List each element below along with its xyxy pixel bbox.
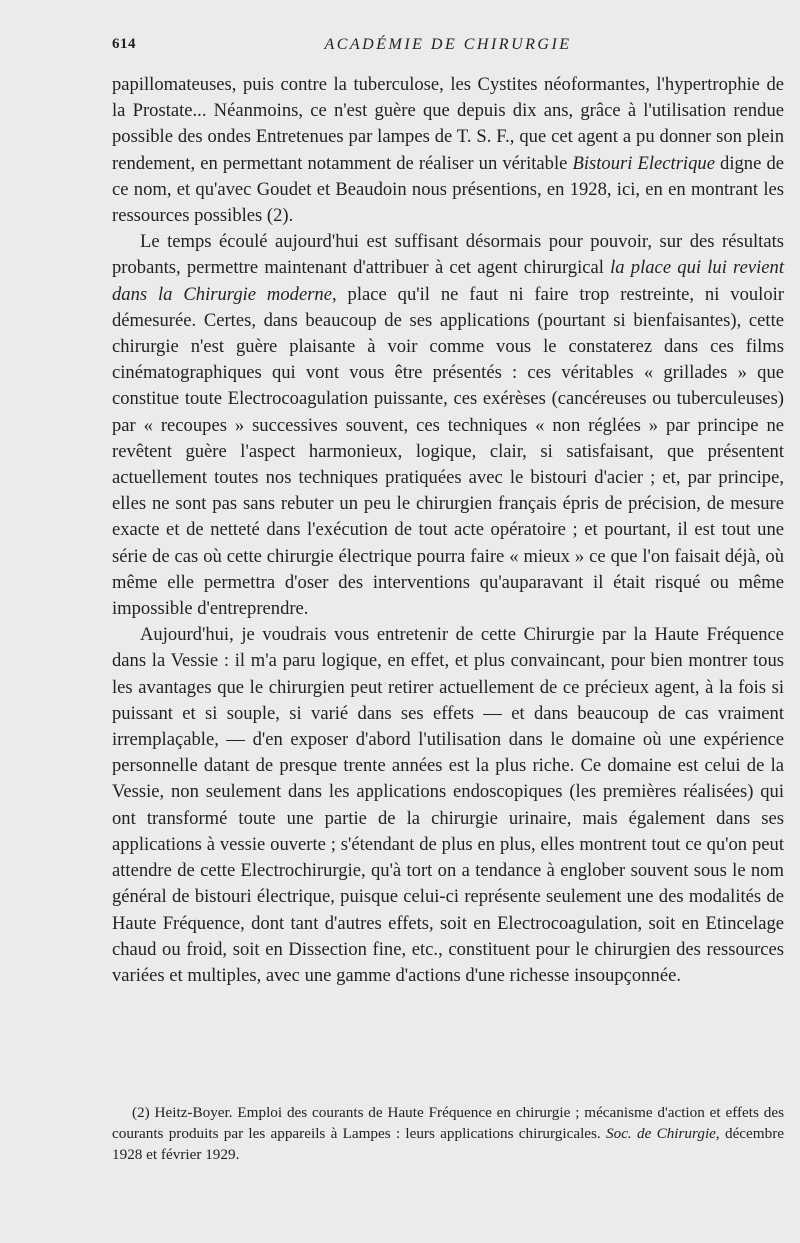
paragraph-1 bbox=[112, 72, 784, 229]
body-text bbox=[112, 72, 784, 989]
paragraph-2-text-a: Le temps écoulé aujourd'hui est suffisant désormais pour pouvoir, sur des résultats probants, permettre maintenant d'attribuer à cet agent chirurgical bbox=[112, 231, 784, 279]
footnote-italic: Soc. de Chirurgie bbox=[606, 1125, 716, 1142]
paragraph-2-text-b: , place qu'il ne faut ni faire trop restreinte, ni vouloir démesurée. Certes, dans beaucoup de ses applications (pourtant si bienfaisantes), cette chirurgie n'est guère plaisante à voir comme vous le constaterez dans ces films cinématographiques qui vont vous être présentés : ces véritables « grillades » que constitue toute Electrocoagulation puissante, ces exérèses (cancéreuses ou tuberculeuses) par « recoupes » successives souvent, ces techniques « non réglées » par principe ne revêtent guère l'aspect harmonieux, logique, clair, si satisfaisant, que présentent actuellement toutes nos techniques pratiquées avec le bistouri d'acier ; et, par principe, elles ne sont pas sans rebuter un peu le chirurgien français épris de précision, de mesure exacte et de netteté dans l'exécution de tout acte opératoire ; et pourtant, il est tout une série de cas où cette chirurgie électrique pourra faire « mieux » ce que l'on faisait déjà, où même elle permettra d'oser des interventions qu'auparavant il était risqué ou même impossible d'entreprendre. bbox=[112, 283, 784, 620]
page-number: 614 bbox=[112, 36, 136, 52]
footnote-text-b: , décembre 1928 et février 1929. bbox=[112, 1125, 784, 1163]
paragraph-3 bbox=[112, 622, 784, 989]
running-title: ACADÉMIE DE CHIRURGIE bbox=[324, 36, 572, 53]
page-header bbox=[112, 36, 784, 58]
paragraph-1-italic: Bistouri Electrique bbox=[572, 152, 715, 174]
paragraph-2 bbox=[112, 229, 784, 622]
paragraph-1-text-a: papillomateuses, puis contre la tuberculose, les Cystites néoformantes, l'hypertrophie de la Prostate... Néanmoins, ce n'est guère que depuis dix ans, grâce à l'utilisation rendue possible des ondes Entretenues par lampes de T. S. F., que cet agent a pu donner son plein rendement, en permettant notamment de réaliser un véritable bbox=[112, 74, 784, 174]
footnote-text-a: (2) Heitz-Boyer. Emploi des courants de Haute Fréquence en chirurgie ; mécanisme d'action et effets des courants produits par les appareils à Lampes : leurs applications chirurgicales. bbox=[112, 1104, 784, 1142]
paragraph-3-text: Aujourd'hui, je voudrais vous entretenir de cette Chirurgie par la Haute Fréquence dans la Vessie : il m'a paru logique, en effet, et plus convaincant, pour bien montrer tous les avantages que le chirurgien peut retirer actuellement de ce précieux agent, à la fois si puissant et si souple, si varié dans ses effets — et dans beaucoup de cas vraiment irremplaçable, — d'en exposer d'abord l'utilisation dans le domaine où une expérience personnelle datant de presque trente années est la plus riche. Ce domaine est celui de la Vessie, non seulement dans les applications endoscopiques (les premières réalisées) qui ont transformé toute une partie de la chirurgie urinaire, mais également dans ses applications à vessie ouverte ; s'étendant de plus en plus, elles montrent tout ce qu'on peut attendre de cette Electrochirurgie, qu'à tort on a tendance à englober souvent sous le nom général de bistouri électrique, puisque celui-ci représente seulement une des modalités de Haute Fréquence, dont tant d'autres effets, soit en Electrocoagulation, soit en Etincelage chaud ou froid, soit en Dissection fine, etc., constituent pour le chirurgien des ressources variées et multiples, avec une gamme d'actions d'une richesse insoupçonnée. bbox=[112, 624, 784, 986]
paragraph-1-text-b: digne de ce nom, et qu'avec Goudet et Beaudoin nous présentions, en 1928, ici, en en montrant les ressources possibles (2). bbox=[112, 152, 785, 227]
footnote-2 bbox=[112, 1102, 784, 1165]
footnote bbox=[112, 1102, 784, 1165]
paragraph-2-italic: la place qui lui revient dans la Chirurgie moderne bbox=[112, 257, 784, 305]
